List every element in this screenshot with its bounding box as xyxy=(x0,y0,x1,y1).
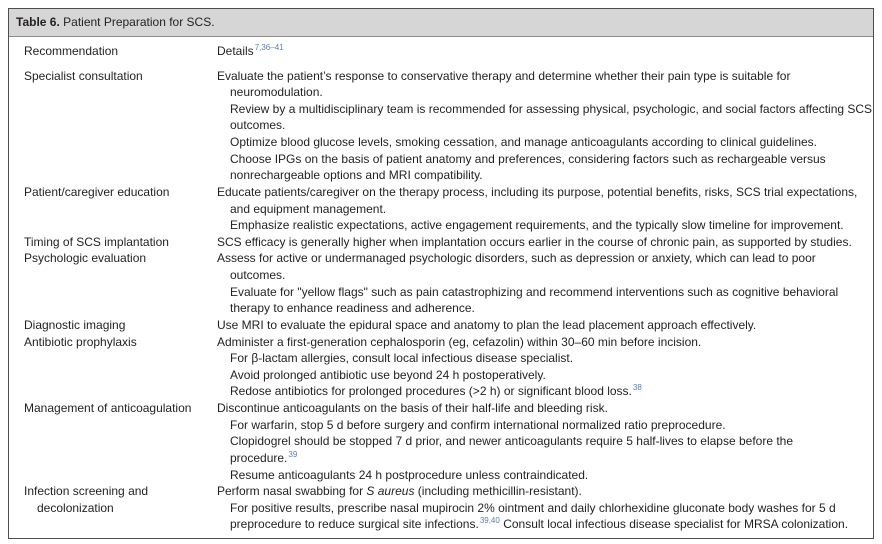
detail-item xyxy=(217,151,873,184)
detail-item xyxy=(217,184,873,217)
detail-item xyxy=(217,367,873,384)
detail-line: For positive results, prescribe nasal mupirocin 2% ointment and daily chlorhexidine gluconate body washes for 5 d xyxy=(230,500,836,515)
detail-line: Educate patients/caregiver on the therapy process, including its purpose, potential benefits, risks, SCS trial expectations, xyxy=(217,184,858,199)
detail-item xyxy=(217,234,873,251)
detail-line xyxy=(217,450,873,467)
recommendation-cell xyxy=(24,317,217,334)
detail-line: Choose IPGs on the basis of patient anatomy and preferences, considering factors such as rechargeable versus xyxy=(230,151,826,166)
detail-line: Clopidogrel should be stopped 7 d prior, and newer anticoagulants require 5 half-lives to elapse before the xyxy=(230,434,794,449)
recommendation-cell xyxy=(24,184,217,234)
detail-line: and equipment management. xyxy=(230,201,387,216)
recommendation-cell xyxy=(24,250,217,317)
details-cell xyxy=(217,400,873,483)
details-cell xyxy=(217,483,873,533)
detail-item xyxy=(217,483,873,500)
detail-line xyxy=(217,483,873,500)
details-cell xyxy=(217,317,873,334)
detail-item xyxy=(217,433,873,466)
detail-line: therapy to enhance readiness and adherence. xyxy=(230,301,475,316)
column-header-row xyxy=(24,43,873,60)
detail-item xyxy=(217,317,873,334)
detail-line: nonrechargeable options and MRI compatibility. xyxy=(230,168,483,183)
row-diagnostic-imaging xyxy=(24,317,873,334)
table-body xyxy=(9,37,873,533)
detail-item xyxy=(217,284,873,317)
detail-line: Emphasize realistic expectations, active engagement requirements, and the typically slow timeline for improvement. xyxy=(230,218,844,233)
detail-item xyxy=(217,134,873,151)
detail-line: Use MRI to evaluate the epidural space and anatomy to plan the lead placement approach effectively. xyxy=(217,317,757,332)
detail-line: Evaluate the patient’s response to conservative therapy and determine whether their pain type is suitable for xyxy=(217,68,791,83)
citation-ref[interactable]: 39 xyxy=(288,449,298,459)
detail-line: neuromodulation. xyxy=(230,85,323,100)
recommendation-text: Infection screening and xyxy=(24,484,149,499)
detail-item xyxy=(217,101,873,134)
column-header-details xyxy=(217,43,873,60)
detail-line: outcomes. xyxy=(230,268,286,283)
detail-text: Perform nasal swabbing for xyxy=(217,484,364,499)
detail-line: For β-lactam allergies, consult local infectious disease specialist. xyxy=(230,351,574,366)
detail-line: For warfarin, stop 5 d before surgery and confirm international normalized ratio preprocedure. xyxy=(230,417,726,432)
detail-item xyxy=(217,417,873,434)
detail-line: Optimize blood glucose levels, smoking cessation, and manage anticoagulants according to clinical guidelines. xyxy=(230,135,818,150)
detail-item xyxy=(217,383,873,400)
recommendation-text: Timing of SCS implantation xyxy=(24,234,169,249)
row-psychologic-evaluation xyxy=(24,250,873,317)
organism-name: S aureus xyxy=(366,484,415,499)
recommendation-text: Patient/caregiver education xyxy=(24,184,170,199)
detail-item xyxy=(217,467,873,484)
detail-line: outcomes. xyxy=(230,118,286,133)
table-label: Table 6. xyxy=(16,15,60,29)
detail-item xyxy=(217,400,873,417)
detail-item xyxy=(217,217,873,234)
row-infection-screening-and-decolonization xyxy=(24,483,873,533)
detail-line xyxy=(217,516,873,533)
column-header-line xyxy=(217,43,873,60)
recommendation-cell xyxy=(24,483,217,533)
recommendation-text: Diagnostic imaging xyxy=(24,317,126,332)
recommendation-cell xyxy=(24,234,217,251)
recommendation-text: Specialist consultation xyxy=(24,68,143,83)
citation-ref[interactable]: 38 xyxy=(632,383,642,393)
row-management-of-anticoagulation xyxy=(24,400,873,483)
row-specialist-consultation xyxy=(24,68,873,184)
row-timing-of-scs-implantation xyxy=(24,234,873,251)
recommendation-text: decolonization xyxy=(37,500,114,515)
detail-line: Review by a multidisciplinary team is recommended for assessing physical, psychologic, and social factors affecting SCS xyxy=(230,101,873,116)
details-cell xyxy=(217,184,873,234)
detail-line: Administer a first-generation cephalosporin (eg, cefazolin) within 30–60 min before incision. xyxy=(217,334,702,349)
details-cell xyxy=(217,334,873,401)
recommendation-text: Antibiotic prophylaxis xyxy=(24,334,137,349)
detail-line xyxy=(217,383,873,400)
details-cell xyxy=(217,250,873,317)
table-caption xyxy=(9,9,873,37)
column-header-recommendation xyxy=(24,43,217,60)
patient-preparation-table xyxy=(8,8,874,539)
detail-item xyxy=(217,250,873,283)
details-cell xyxy=(217,68,873,184)
detail-line: SCS efficacy is generally higher when implantation occurs earlier in the course of chronic pain, as supported by studies. xyxy=(217,234,852,249)
detail-text: (including methicillin-resistant). xyxy=(417,484,582,499)
detail-item xyxy=(217,334,873,351)
detail-line: Evaluate for "yellow flags" such as pain catastrophizing and recommend interventions such as cognitive behavioral xyxy=(230,284,839,299)
detail-line: Avoid prolonged antibiotic use beyond 24 h postoperatively. xyxy=(230,367,546,382)
detail-line: Discontinue anticoagulants on the basis of their half-life and bleeding risk. xyxy=(217,401,608,416)
table-title: Patient Preparation for SCS. xyxy=(63,15,215,29)
row-patient-caregiver-education xyxy=(24,184,873,234)
detail-item xyxy=(217,68,873,101)
detail-item xyxy=(217,350,873,367)
detail-item xyxy=(217,500,873,533)
details-cell xyxy=(217,234,873,251)
recommendation-text: Management of anticoagulation xyxy=(24,401,192,416)
recommendation-cell xyxy=(24,400,217,483)
detail-text: preprocedure to reduce surgical site infections. xyxy=(230,517,479,532)
column-header-label: Recommendation xyxy=(24,43,119,58)
row-antibiotic-prophylaxis xyxy=(24,334,873,401)
detail-line: Assess for active or undermanaged psychologic disorders, such as depression or anxiety, which can lead to poor xyxy=(217,251,816,266)
recommendation-cell xyxy=(24,68,217,184)
recommendation-text: Psychologic evaluation xyxy=(24,251,147,266)
citation-ref[interactable]: 7,36–41 xyxy=(254,42,284,52)
detail-text: Consult local infectious disease specialist for MRSA colonization. xyxy=(503,517,849,532)
detail-text: Redose antibiotics for prolonged procedures (>2 h) or significant blood loss. xyxy=(230,384,632,399)
recommendation-cell xyxy=(24,334,217,401)
detail-line: Resume anticoagulants 24 h postprocedure unless contraindicated. xyxy=(230,467,589,482)
detail-text: procedure. xyxy=(230,450,288,465)
citation-ref[interactable]: 39,40 xyxy=(479,516,500,526)
column-header-label: Details xyxy=(217,43,254,58)
